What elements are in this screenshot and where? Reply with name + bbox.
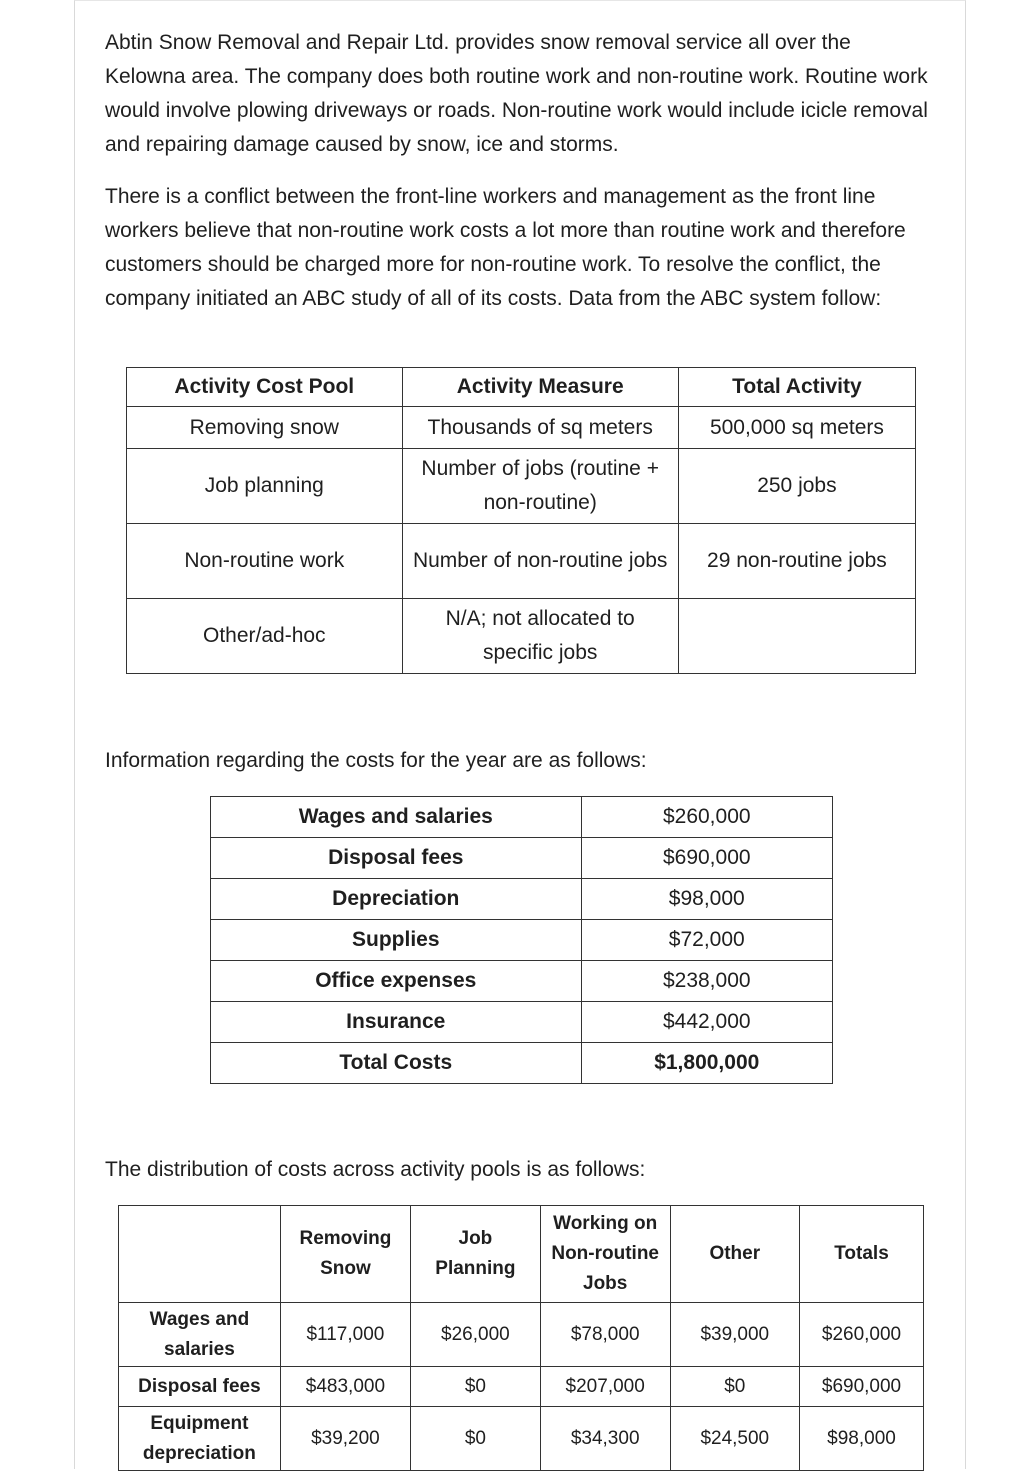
value-cell: $483,000 xyxy=(280,1367,410,1407)
header-other: Other xyxy=(670,1206,799,1303)
row-label: Disposal fees xyxy=(119,1367,281,1407)
header-total-activity: Total Activity xyxy=(678,368,915,407)
table-row xyxy=(211,797,833,838)
cost-amount: $72,000 xyxy=(581,920,832,961)
cost-label: Supplies xyxy=(211,920,582,961)
value-cell: $207,000 xyxy=(540,1367,670,1407)
cost-label: Wages and salaries xyxy=(211,797,582,838)
table-row xyxy=(211,1002,833,1043)
costs-intro-paragraph: Information regarding the costs for the year are as follows: xyxy=(105,749,647,772)
distribution-table xyxy=(118,1205,924,1471)
cost-amount: $260,000 xyxy=(581,797,832,838)
total-activity-cell xyxy=(678,599,915,674)
total-activity-cell: 500,000 sq meters xyxy=(678,407,915,449)
table-row xyxy=(127,599,916,674)
value-cell: $34,300 xyxy=(540,1407,670,1471)
conflict-paragraph: There is a conflict between the front-line workers and management as the front line workers believe that non-routine work costs a lot more than routine work and therefore customers should be charged more for non-routine work. To resolve the conflict, the company initiated an ABC study of all of its costs. Data from the ABC system follow: xyxy=(105,185,906,310)
total-label: Total Costs xyxy=(211,1043,582,1084)
table-row xyxy=(211,961,833,1002)
cost-label: Insurance xyxy=(211,1002,582,1043)
header-removing-snow: Removing Snow xyxy=(280,1206,410,1303)
value-cell: $26,000 xyxy=(411,1303,541,1367)
measure-cell: Thousands of sq meters xyxy=(402,407,678,449)
cost-label: Office expenses xyxy=(211,961,582,1002)
table-row xyxy=(127,449,916,524)
header-job-planning: Job Planning xyxy=(411,1206,541,1303)
row-label: Equipment depreciation xyxy=(119,1407,281,1471)
total-activity-cell: 250 jobs xyxy=(678,449,915,524)
value-cell: $0 xyxy=(411,1407,541,1471)
row-label: Wages and salaries xyxy=(119,1303,281,1367)
header-totals: Totals xyxy=(800,1206,924,1303)
table-row xyxy=(119,1303,924,1367)
table-row xyxy=(127,524,916,599)
table-row xyxy=(119,1367,924,1407)
value-cell: $98,000 xyxy=(800,1407,924,1471)
cost-label: Disposal fees xyxy=(211,838,582,879)
cost-amount: $98,000 xyxy=(581,879,832,920)
cost-pool-cell: Removing snow xyxy=(127,407,403,449)
document-page xyxy=(74,0,966,1469)
value-cell: $0 xyxy=(411,1367,541,1407)
measure-cell: Number of jobs (routine + non-routine) xyxy=(402,449,678,524)
cost-pool-cell: Job planning xyxy=(127,449,403,524)
header-activity-measure: Activity Measure xyxy=(402,368,678,407)
value-cell: $260,000 xyxy=(800,1303,924,1367)
header-non-routine-jobs: Working on Non-routine Jobs xyxy=(540,1206,670,1303)
measure-cell: N/A; not allocated to specific jobs xyxy=(402,599,678,674)
cost-amount: $238,000 xyxy=(581,961,832,1002)
header-blank xyxy=(119,1206,281,1303)
total-amount: $1,800,000 xyxy=(581,1043,832,1084)
cost-pool-cell: Other/ad-hoc xyxy=(127,599,403,674)
activity-table-header xyxy=(127,368,916,407)
cost-label: Depreciation xyxy=(211,879,582,920)
table-row xyxy=(127,407,916,449)
value-cell: $39,000 xyxy=(670,1303,799,1367)
value-cell: $117,000 xyxy=(280,1303,410,1367)
distribution-intro-paragraph: The distribution of costs across activity pools is as follows: xyxy=(105,1158,646,1181)
total-activity-cell: 29 non-routine jobs xyxy=(678,524,915,599)
total-row xyxy=(211,1043,833,1084)
intro-paragraph: Abtin Snow Removal and Repair Ltd. provides snow removal service all over the Kelowna area. The company does both routine work and non-routine work. Routine work would involve plowing driveways or roads. Non-routine work would include icicle removal and repairing damage caused by snow, ice and storms. xyxy=(105,31,928,156)
table-row xyxy=(211,838,833,879)
header-activity-cost-pool: Activity Cost Pool xyxy=(127,368,403,407)
activity-table xyxy=(126,367,916,674)
table-row xyxy=(211,920,833,961)
value-cell: $690,000 xyxy=(800,1367,924,1407)
distribution-table-header xyxy=(119,1206,924,1303)
value-cell: $78,000 xyxy=(540,1303,670,1367)
value-cell: $24,500 xyxy=(670,1407,799,1471)
value-cell: $0 xyxy=(670,1367,799,1407)
measure-cell: Number of non-routine jobs xyxy=(402,524,678,599)
table-row xyxy=(119,1407,924,1471)
cost-table xyxy=(210,796,833,1084)
cost-amount: $442,000 xyxy=(581,1002,832,1043)
table-row xyxy=(211,879,833,920)
cost-pool-cell: Non-routine work xyxy=(127,524,403,599)
cost-amount: $690,000 xyxy=(581,838,832,879)
value-cell: $39,200 xyxy=(280,1407,410,1471)
